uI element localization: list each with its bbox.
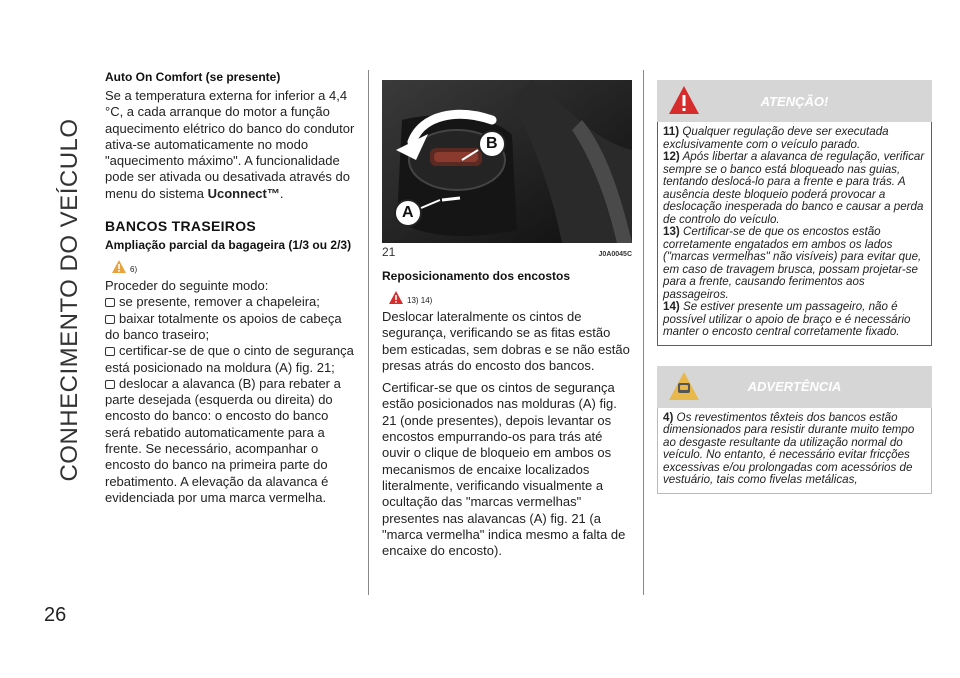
reposition-paragraph-2: Certificar-se que os cintos de segurança estão posicionados nas molduras (A) fig. 21 (onde presentes), depois levantar os encostos empurrando-os para trás até ouvir o clique de bloqueio em ambos os mecanismos de encaixe localizados literalmente, verificando visualmente a ocultação das "marcas vermelhas" presentes nas alavancas (A) fig. 21 (a "marca vermelha" indica mesmo a falta de encaixe do encosto). xyxy=(382,380,626,559)
comfort-paragraph xyxy=(105,88,355,202)
seat-photo-figure xyxy=(382,80,632,243)
attention-title: ATENÇÃO! xyxy=(760,93,829,109)
column-divider xyxy=(368,70,369,595)
list-item xyxy=(105,311,355,344)
attention-item-text: Após libertar a alavanca de regulação, verificar sempre se o banco está bloqueado nas guias, tentando deslocá-lo para a frente e para trás. A ausência deste bloqueio poderá provocar a deslocação inesperada do banco e causar a perda de controlo do veículo. xyxy=(663,150,925,226)
page-number: 26 xyxy=(44,604,67,626)
attention-item-text: Se estiver presente um passageiro, não é possível utilizar o apoio de braço e é necessário manter o encosto central corretamente fixado. xyxy=(663,300,911,338)
procedure-list xyxy=(105,278,355,506)
warning-item-text: Os revestimentos têxteis dos bancos estão dimensionados para resistir durante muito tempo ao desgaste resultante da utilização normal do veículo. No entanto, é necessário evitar fricções excessivas e/ou prolongadas com acessórios de vestuário, tais como fivelas metálicas, xyxy=(663,410,915,486)
figure-code: J0A0045C xyxy=(598,251,632,258)
warning-item-number: 4) xyxy=(663,410,674,424)
attention-item xyxy=(663,126,926,151)
figure-label-a: A xyxy=(402,204,414,221)
comfort-text-end: . xyxy=(279,185,284,201)
side-title-text: CONHECIMENTO DO VEÍCULO xyxy=(56,118,83,482)
attention-item-number: 11) xyxy=(663,125,680,138)
column-2 xyxy=(382,80,632,559)
attention-item-number: 13) xyxy=(663,225,680,238)
seat-warning-icon xyxy=(667,370,701,407)
attention-item-number: 14) xyxy=(663,300,680,313)
list-item-text: baixar totalmente os apoios de cabeça do banco traseiro; xyxy=(105,310,342,342)
warning-title: ADVERTÊNCIA xyxy=(747,379,842,394)
procedure-intro: Proceder do seguinte modo: xyxy=(105,278,269,294)
sub-heading-encostos: Reposicionamento dos encostos xyxy=(382,269,571,283)
side-section-title xyxy=(50,40,90,560)
list-item xyxy=(105,343,355,376)
list-item-text: se presente, remover a chapeleira; xyxy=(119,294,320,310)
list-item xyxy=(105,294,355,310)
warning-box xyxy=(657,408,932,494)
checkbox-bullet-icon xyxy=(105,347,115,356)
checkbox-bullet-icon xyxy=(105,298,115,307)
section-heading: BANCOS TRASEIROS xyxy=(105,218,257,235)
warning-ref-numbers: 13) 14) xyxy=(407,296,433,305)
warning-item xyxy=(663,412,926,487)
seat-photo-illustration xyxy=(382,80,632,243)
attention-triangle-icon xyxy=(667,84,701,121)
attention-item xyxy=(663,151,926,226)
attention-item-text: Certificar-se de que os encostos estão corretamente engatados em ambos os lados ("marcas vermelhas" não visíveis) para evitar que, em caso de travagem brusca, possam projetar-se para a frente, causando ferimentos aos passageiros. xyxy=(663,225,922,301)
warning-reference xyxy=(111,254,355,274)
comfort-text: Se a temperatura externa for inferior a 4,4 °C, a cada arranque do motor a função aquecimento elétrico do banco do condutor ativa-se automaticamente no modo "aquecimento máximo". A funcionalidade pode ser ativada ou desativada através do menu do sistema xyxy=(105,88,355,201)
column-1 xyxy=(105,70,355,506)
attention-item-text: Qualquer regulação deve ser executada exclusivamente com o veículo parado. xyxy=(663,125,889,151)
checkbox-bullet-icon xyxy=(105,315,115,324)
figure-number: 21 xyxy=(382,245,396,259)
warning-triangle-icon xyxy=(388,290,404,305)
warning-reference xyxy=(388,285,632,305)
reposition-text xyxy=(382,309,632,559)
column-3 xyxy=(657,80,932,494)
list-item-text: deslocar a alavanca (B) para rebater a parte desejada (esquerda ou direita) do encosto do banco: o encosto do banco será rebatido automaticamente para a frente. Se necessário, acompanhar o encosto do banco na primeira parte do rebatimento. A elevação da alavanca é evidenciada por uma marca vermelha. xyxy=(105,375,341,505)
warning-ref-number: 6) xyxy=(130,265,138,275)
list-item-text: certificar-se de que o cinto de segurança está posicionado na moldura (A) fig. 21; xyxy=(105,343,354,375)
attention-item-number: 12) xyxy=(663,150,680,163)
figure-label-b: B xyxy=(486,135,498,152)
list-item xyxy=(105,376,355,506)
reposition-paragraph-1: Deslocar lateralmente os cintos de segurança, verificando se as fitas estão bem esticadas, sem dobras e se não estão presas atrás do encosto dos bancos. xyxy=(382,309,630,373)
comfort-text-uconnect: Uconnect™ xyxy=(207,185,280,201)
comfort-heading: Auto On Comfort (se presente) xyxy=(105,70,281,84)
warning-header xyxy=(657,366,932,408)
warning-triangle-icon xyxy=(111,259,127,274)
attention-header xyxy=(657,80,932,122)
figure-caption xyxy=(382,245,632,259)
column-divider xyxy=(643,70,644,595)
attention-item xyxy=(663,226,926,301)
attention-box xyxy=(657,122,932,346)
attention-item xyxy=(663,301,926,339)
sub-heading-bagageira: Ampliação parcial da bagageira (1/3 ou 2/3) xyxy=(105,238,352,253)
checkbox-bullet-icon xyxy=(105,380,115,389)
